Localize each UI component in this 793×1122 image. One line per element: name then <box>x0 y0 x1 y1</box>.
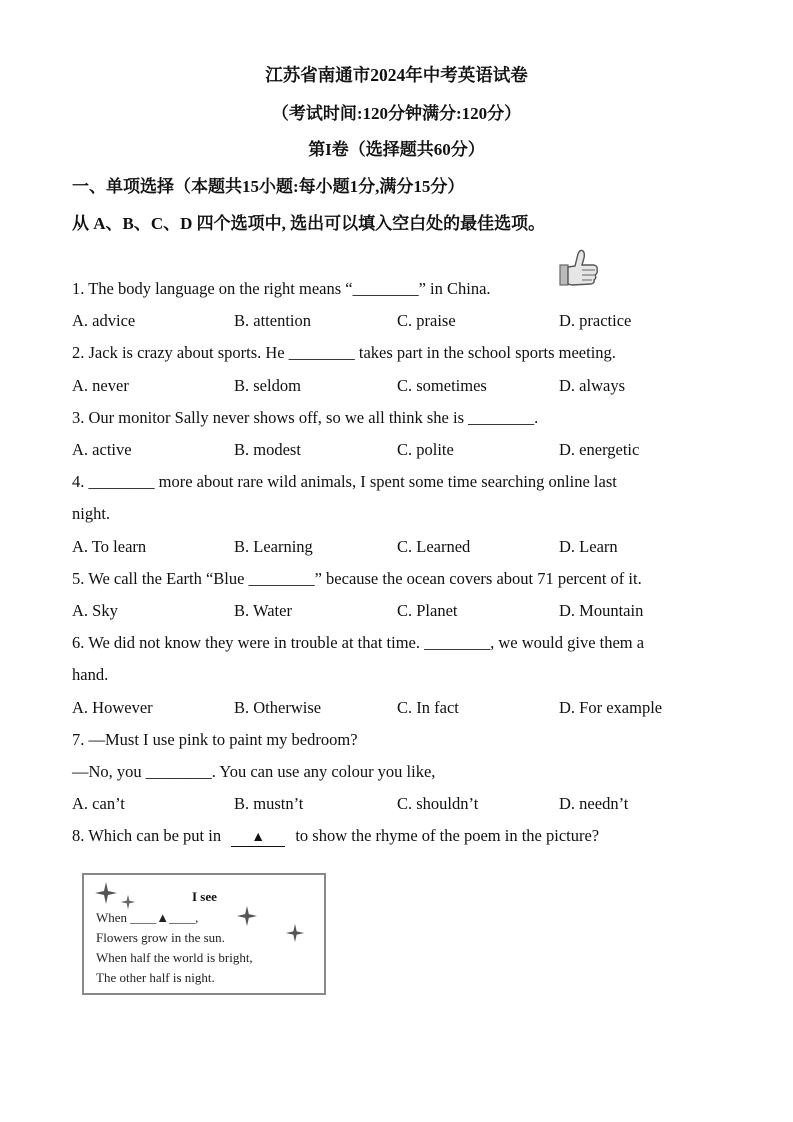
q2-option-b: B. seldom <box>234 376 301 395</box>
q2-option-d: D. always <box>559 376 625 395</box>
sparkle-icon <box>94 881 118 905</box>
section-instruction: 从 A、B、C、D 四个选项中, 选出可以填入空白处的最佳选项。 <box>72 214 546 233</box>
q7-option-a: A. can’t <box>72 794 125 813</box>
exam-subtitle: （考试时间:120分钟满分:120分） <box>271 104 522 123</box>
q4-option-d: D. Learn <box>559 537 618 556</box>
q4-option-b: B. Learning <box>234 537 313 556</box>
question-7: 7. —Must I use pink to paint my bedroom? <box>72 730 358 749</box>
thumbs-up-icon <box>558 248 600 288</box>
q1-option-d: D. practice <box>559 311 632 330</box>
poem-line-4: The other half is night. <box>96 970 215 985</box>
question-6: 6. We did not know they were in trouble at that time. ________, we would give them a <box>72 633 645 652</box>
poem-title: I see <box>192 889 217 904</box>
poem-picture <box>82 873 326 995</box>
question-1: 1. The body language on the right means “________” in China. <box>72 279 491 298</box>
part-heading: 第I卷（选择题共60分） <box>308 140 485 159</box>
exam-title: 江苏省南通市2024年中考英语试卷 <box>265 65 528 85</box>
question-4-cont: night. <box>72 504 111 523</box>
q3-option-c: C. polite <box>397 440 454 459</box>
q4-option-c: C. Learned <box>397 537 471 556</box>
q7-option-c: C. shouldn’t <box>397 794 479 813</box>
poem-line-2: Flowers grow in the sun. <box>96 930 225 945</box>
question-3: 3. Our monitor Sally never shows off, so we all think she is ________. <box>72 408 539 427</box>
q3-option-a: A. active <box>72 440 132 459</box>
q2-option-a: A. never <box>72 376 129 395</box>
question-8 <box>72 826 599 847</box>
q3-option-b: B. modest <box>234 440 301 459</box>
question-7-reply: —No, you ________. You can use any colour you like, <box>72 762 436 781</box>
q6-option-d: D. For example <box>559 698 663 717</box>
q5-option-a: A. Sky <box>72 601 118 620</box>
q4-option-a: A. To learn <box>72 537 147 556</box>
q6-option-c: C. In fact <box>397 698 459 717</box>
q6-option-b: B. Otherwise <box>234 698 322 717</box>
question-4: 4. ________ more about rare wild animals, I spent some time searching online last <box>72 472 617 491</box>
q5-option-c: C. Planet <box>397 601 458 620</box>
q5-option-d: D. Mountain <box>559 601 644 620</box>
question-6-cont: hand. <box>72 665 109 684</box>
section-heading: 一、单项选择（本题共15小题:每小题1分,满分15分） <box>72 177 465 196</box>
question-8-blank: ▲ <box>231 830 285 847</box>
sparkle-icon <box>236 905 258 927</box>
sparkle-icon <box>283 923 307 943</box>
question-2: 2. Jack is crazy about sports. He ________ takes part in the school sports meeting. <box>72 343 616 362</box>
q7-option-b: B. mustn’t <box>234 794 304 813</box>
q2-option-c: C. sometimes <box>397 376 487 395</box>
question-8-stem-start: 8. Which can be put in <box>72 826 222 845</box>
sparkle-icon <box>120 894 136 910</box>
poem-line-3: When half the world is bright, <box>96 950 253 965</box>
q1-option-a: A. advice <box>72 311 136 330</box>
poem-line-1: When ____▲____, <box>96 910 199 925</box>
q5-option-b: B. Water <box>234 601 292 620</box>
q6-option-a: A. However <box>72 698 153 717</box>
question-5: 5. We call the Earth “Blue ________” because the ocean covers about 71 percent of it. <box>72 569 642 588</box>
q1-option-b: B. attention <box>234 311 311 330</box>
question-8-stem-end: to show the rhyme of the poem in the picture? <box>295 826 600 845</box>
q7-option-d: D. needn’t <box>559 794 629 813</box>
q3-option-d: D. energetic <box>559 440 640 459</box>
q1-option-c: C. praise <box>397 311 456 330</box>
